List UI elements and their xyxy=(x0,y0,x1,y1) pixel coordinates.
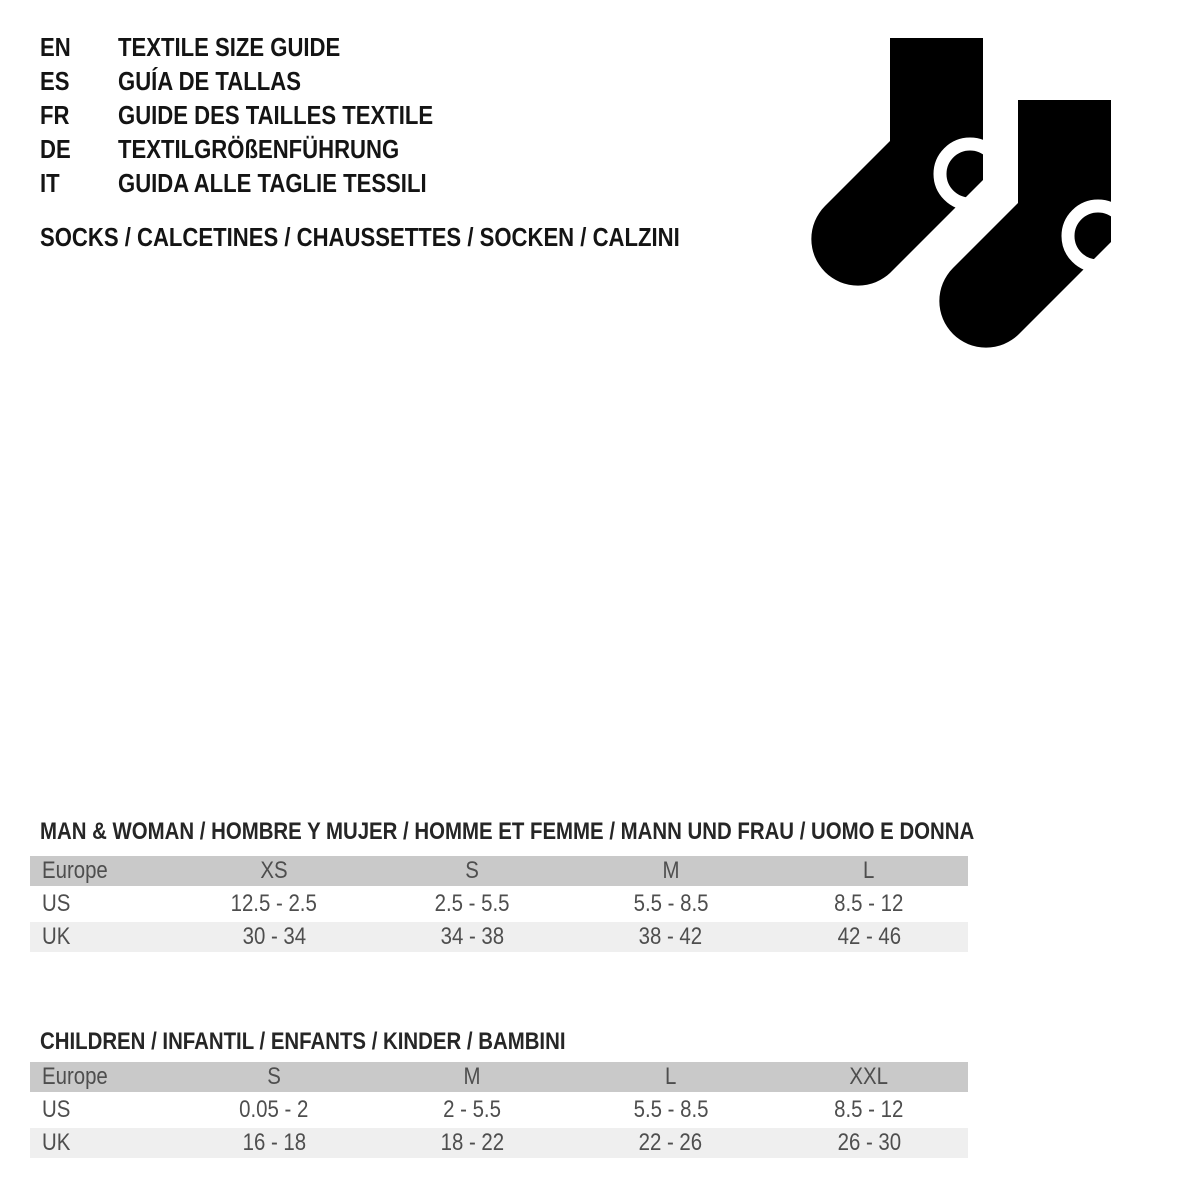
header-cell-region: Europe xyxy=(42,1063,108,1090)
language-title: GUÍA DE TALLAS xyxy=(118,66,301,96)
size-cell: 0.05 - 2 xyxy=(239,1096,309,1123)
language-row-es xyxy=(40,64,489,98)
header-cell-size: XXL xyxy=(849,1063,889,1090)
language-title: TEXTILGRÖßENFÜHRUNG xyxy=(118,134,400,164)
size-table-children xyxy=(30,1027,968,1158)
language-title: GUIDE DES TAILLES TEXTILE xyxy=(118,100,434,130)
table-title: MAN & WOMAN / HOMBRE Y MUJER / HOMME ET FEMME / MANN UND FRAU / UOMO E DONNA xyxy=(40,818,975,845)
row-label: US xyxy=(42,1096,71,1123)
language-code: ES xyxy=(40,66,70,96)
language-row-fr xyxy=(40,98,489,132)
language-title: GUIDA ALLE TAGLIE TESSILI xyxy=(118,168,427,198)
header-cell-region: Europe xyxy=(42,857,108,884)
size-cell: 16 - 18 xyxy=(242,1129,306,1156)
language-row-de xyxy=(40,132,489,166)
size-cell: 5.5 - 8.5 xyxy=(633,1096,709,1123)
language-code: FR xyxy=(40,100,70,130)
language-title: TEXTILE SIZE GUIDE xyxy=(118,32,341,62)
size-cell: 18 - 22 xyxy=(440,1129,505,1156)
size-cell: 26 - 30 xyxy=(837,1129,901,1156)
table xyxy=(30,856,968,952)
sock-front-shape xyxy=(811,38,983,286)
header-cell-size: L xyxy=(664,1063,677,1090)
header-cell-size: M xyxy=(662,857,680,884)
size-table-man-woman xyxy=(30,817,975,952)
size-cell: 8.5 - 12 xyxy=(834,1096,904,1123)
table-row-us xyxy=(30,1095,968,1125)
language-row-it xyxy=(40,166,489,200)
header-cell-size: L xyxy=(863,857,875,884)
size-cell: 5.5 - 8.5 xyxy=(633,890,709,917)
language-code: IT xyxy=(40,168,60,198)
row-label: UK xyxy=(42,923,71,950)
header-cell-size: S xyxy=(267,1063,281,1090)
header-cell-size: S xyxy=(465,857,480,884)
size-cell: 22 - 26 xyxy=(638,1129,703,1156)
category-line xyxy=(40,220,793,254)
language-title-list xyxy=(40,30,489,200)
table-header-row xyxy=(30,1062,968,1092)
size-cell: 34 - 38 xyxy=(440,923,505,950)
size-cell: 2 - 5.5 xyxy=(443,1096,502,1123)
size-cell: 42 - 46 xyxy=(837,923,901,950)
language-code: DE xyxy=(40,134,71,164)
size-cell: 12.5 - 2.5 xyxy=(231,890,318,917)
table xyxy=(30,1062,968,1158)
table-row-uk xyxy=(30,922,968,952)
table-row-us xyxy=(30,889,968,919)
header-cell-size: XS xyxy=(260,857,288,884)
size-cell: 30 - 34 xyxy=(242,923,306,950)
size-cell: 2.5 - 5.5 xyxy=(434,890,510,917)
row-label: UK xyxy=(42,1129,71,1156)
category-line-text: SOCKS / CALCETINES / CHAUSSETTES / SOCKEN / CALZINI xyxy=(40,222,680,252)
size-cell: 38 - 42 xyxy=(638,923,703,950)
table-title: CHILDREN / INFANTIL / ENFANTS / KINDER / BAMBINI xyxy=(40,1028,566,1055)
header-cell-size: M xyxy=(463,1063,481,1090)
socks-icon xyxy=(788,20,1132,350)
language-code: EN xyxy=(40,32,71,62)
size-cell: 8.5 - 12 xyxy=(834,890,904,917)
language-row-en xyxy=(40,30,489,64)
table-header-row xyxy=(30,856,968,886)
table-row-uk xyxy=(30,1128,968,1158)
row-label: US xyxy=(42,890,71,917)
